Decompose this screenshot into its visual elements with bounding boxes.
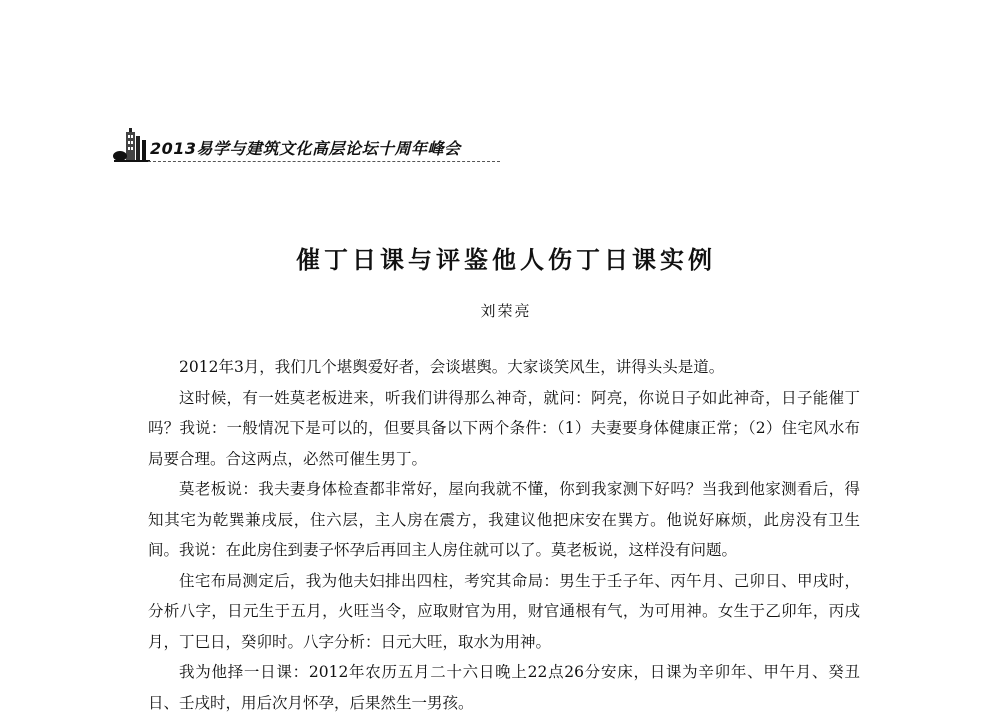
article-author: 刘荣亮 xyxy=(480,302,532,320)
article-title: 催丁日课与评鉴他人伤丁日课实例 xyxy=(296,246,716,274)
running-header-text: 2013易学与建筑文化高层论坛十周年峰会 xyxy=(150,139,461,158)
running-header xyxy=(110,124,500,164)
paragraph: 莫老板说：我夫妻身体检查都非常好，屋向我就不懂，你到我家测下好吗？当我到他家测看后，得知其宅为乾巽兼戌辰，住六层，主人房在震方，我建议他把床安在巽方。他说好麻烦，此房没有卫生间。我说：在此房住到妻子怀孕后再回主人房住就可以了。莫老板说，这样没有问题。 xyxy=(148,480,860,559)
header-dashed-rule xyxy=(148,161,500,162)
paragraph: 住宅布局测定后，我为他夫妇排出四柱，考究其命局：男生于壬子年、丙午月、己卯日、甲戌时，分析八字，日元生于五月，火旺当令，应取财官为用，财官通根有气，为可用神。女生于乙卯年，丙戌月，丁巳日，癸卯时。八字分析：日元大旺，取水为用神。 xyxy=(148,571,860,651)
paragraph: 这时候，有一姓莫老板进来，听我们讲得那么神奇，就问：阿亮，你说日子如此神奇，日子能催丁吗？我说：一般情况下是可以的，但要具备以下两个条件：（1）夫妻要身体健康正常；（2）住宅风水布局要合理。合这两点，必然可催生男丁。 xyxy=(148,388,860,468)
article-body xyxy=(148,352,860,718)
paragraph: 2012年3月，我们几个堪舆爱好者，会谈堪舆。大家谈笑风生，讲得头头是道。 xyxy=(179,358,725,376)
building-tower-icon xyxy=(112,124,152,164)
paragraph: 我为他择一日课：2012年农历五月二十六日晚上22点26分安床，日课为辛卯年、甲午月、癸丑日、壬戌时，用后次月怀孕，后果然生一男孩。 xyxy=(148,663,860,712)
